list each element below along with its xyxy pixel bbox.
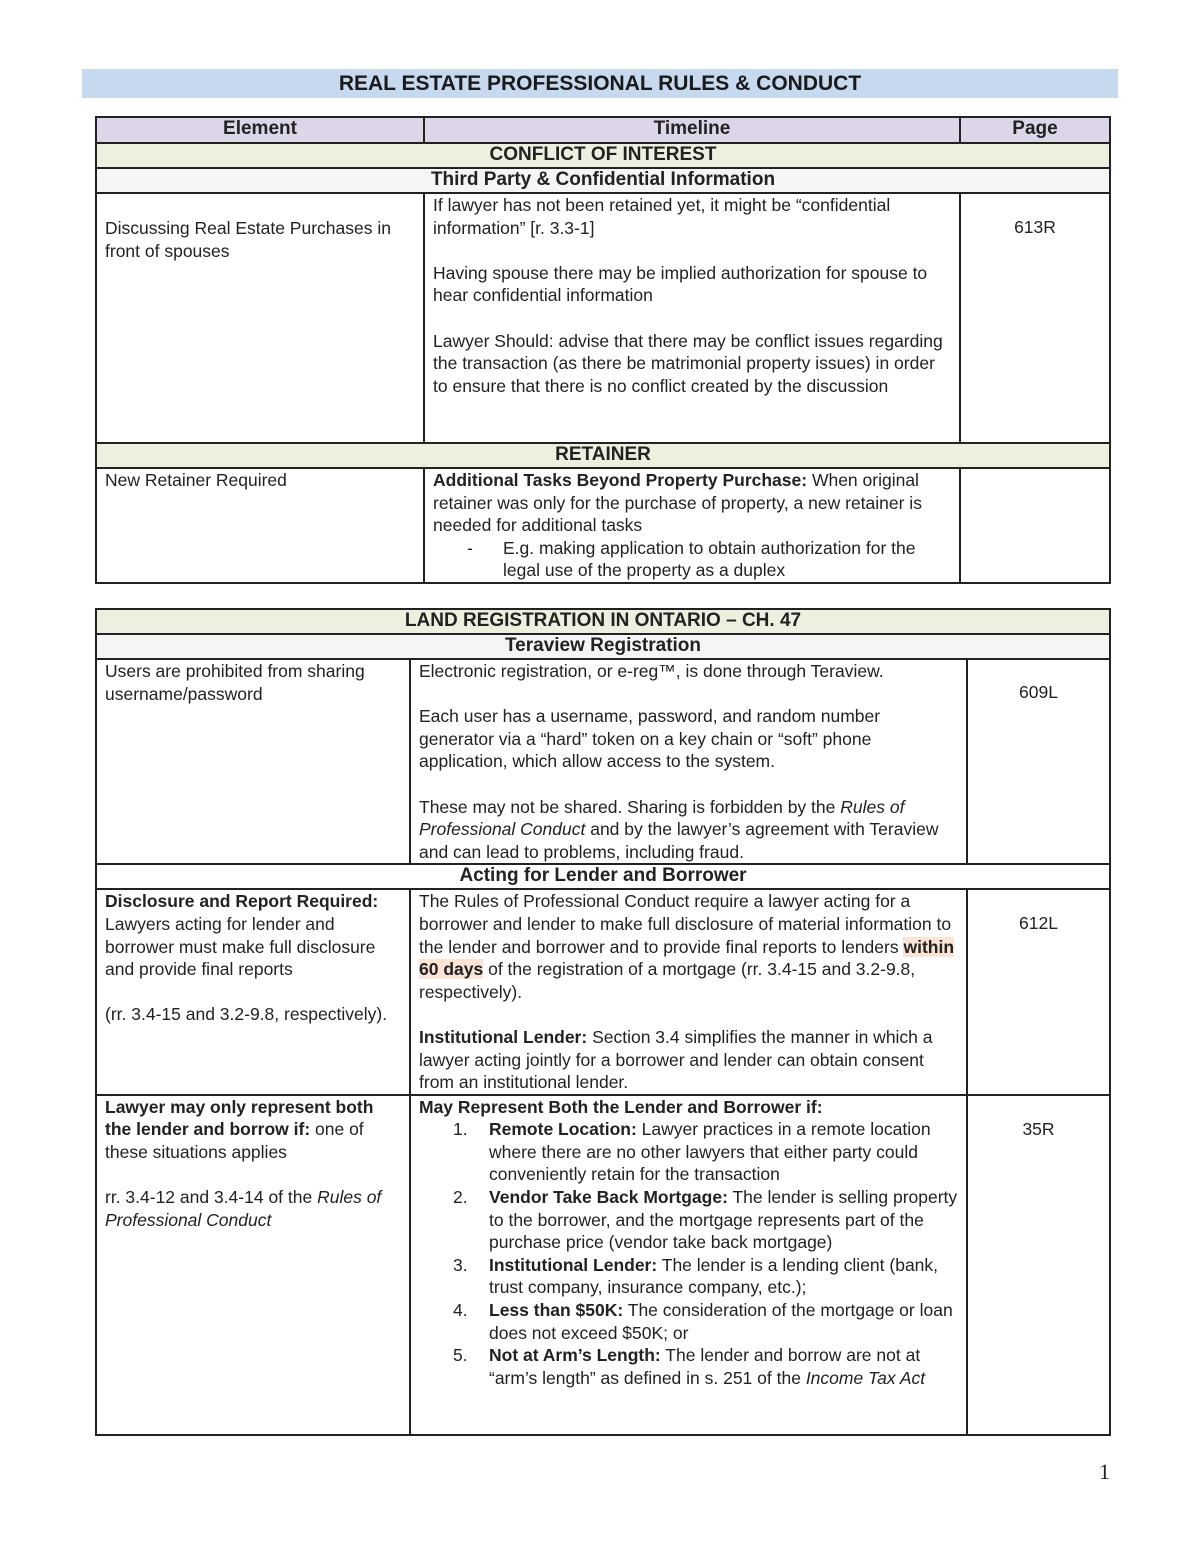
paragraph: Lawyer Should: advise that there may be conflict issues regarding the transaction (as there be matrimonial property issues) in order to ensure that there is no conflict created by the discussion: [433, 330, 943, 396]
subsection-row: [96, 634, 1110, 659]
subsection-row: [96, 168, 1110, 193]
italic-title: Rules of Professional Conduct: [105, 1187, 382, 1230]
page-reference: 613R: [960, 193, 1110, 443]
page-reference: 35R: [967, 1095, 1110, 1435]
header-element: Element: [96, 117, 424, 143]
land-registration-table: [95, 608, 1111, 1436]
bullet-list: [433, 537, 951, 582]
paragraph: [105, 890, 401, 980]
bold-label: Institutional Lender:: [419, 1026, 588, 1047]
subsection-teraview: Teraview Registration: [96, 634, 1110, 659]
table-header-row: [96, 117, 1110, 143]
table-row: [96, 1095, 1110, 1435]
paragraph-text: When original retainer was only for the purchase of property, a new retainer is needed for additional tasks: [433, 470, 922, 536]
list-item: [453, 1299, 958, 1344]
table-row: [96, 193, 1110, 443]
paragraph: [105, 1096, 401, 1164]
paragraph-text: The lender is a lending client (bank, trust company, insurance company, etc.);: [489, 1254, 939, 1298]
numbered-list: [419, 1118, 958, 1389]
subsection-lender-borrower: Acting for Lender and Borrower: [96, 864, 1110, 889]
bold-label: Vendor Take Back Mortgage:: [489, 1187, 728, 1208]
section-row: [96, 443, 1110, 468]
paragraph-text: These may not be shared. Sharing is forbidden by the: [419, 796, 841, 817]
timeline-cell: [410, 889, 967, 1094]
bold-label: Additional Tasks Beyond Property Purchase:: [433, 470, 808, 490]
italic-title: Income Tax Act: [805, 1367, 926, 1388]
italic-title: Rules of Professional Conduct: [419, 796, 905, 840]
section-row: [96, 143, 1110, 168]
bold-label: Not at Arm’s Length:: [489, 1345, 661, 1366]
header-timeline: Timeline: [424, 117, 960, 143]
paragraph-text: The lender and borrow are not at “arm’s length” as defined in s. 251 of the: [489, 1345, 921, 1388]
table-row: [96, 889, 1110, 1094]
paragraph: [419, 796, 958, 864]
paragraph: (rr. 3.4-15 and 3.2-9.8, respectively).: [105, 1004, 388, 1025]
element-cell: Discussing Real Estate Purchases in front of spouses: [96, 193, 424, 443]
page-number: 1: [1099, 1459, 1110, 1484]
list-number: 1.: [453, 1119, 468, 1140]
page-reference: [960, 468, 1110, 583]
list-number: 4.: [453, 1300, 468, 1321]
section-retainer: RETAINER: [96, 443, 1110, 468]
paragraph-text: The lender is selling property to the borrower, and the mortgage represents part of the purchase price (vendor take back mortgage): [489, 1187, 958, 1253]
document-title: REAL ESTATE PROFESSIONAL RULES & CONDUCT: [82, 69, 1118, 98]
section-conflict-of-interest: CONFLICT OF INTEREST: [96, 143, 1110, 168]
highlighted-deadline: within 60 days: [419, 936, 955, 980]
subsection-third-party: Third Party & Confidential Information: [96, 168, 1110, 193]
element-cell: [96, 1095, 410, 1435]
element-cell: New Retainer Required: [96, 468, 424, 583]
timeline-cell: [424, 468, 960, 583]
timeline-cell: [410, 659, 967, 864]
bold-label: Lawyer may only represent both the lender and borrow if:: [105, 1096, 374, 1140]
paragraph-text: Lawyer practices in a remote location where there are no other lawyers that either party could conveniently retain for the transaction: [489, 1119, 931, 1185]
paragraph-text: one of these situations applies: [105, 1119, 364, 1162]
paragraph-text: The Rules of Professional Conduct require a lawyer acting for a borrower and lender to make full disclosure of material information to the lender and borrower and to provide final reports to lenders: [419, 891, 952, 957]
paragraph: [433, 469, 951, 537]
paragraph: Each user has a username, password, and random number generator via a “hard” token on a key chain or “soft” phone application, which allow access to the system.: [419, 706, 881, 772]
paragraph-text: The consideration of the mortgage or loan does not exceed $50K; or: [489, 1300, 953, 1343]
table-row: [96, 468, 1110, 583]
bold-label: Disclosure and Report Required:: [105, 891, 379, 912]
paragraph-text: of the registration of a mortgage (rr. 3.4-15 and 3.2-9.8, respectively).: [419, 959, 916, 1002]
element-cell: [96, 889, 410, 1094]
section-land-registration: LAND REGISTRATION IN ONTARIO – CH. 47: [96, 609, 1110, 634]
timeline-cell: [424, 193, 960, 443]
page-reference: 612L: [967, 889, 1110, 1094]
paragraph-text: and by the lawyer’s agreement with Teraview and can lead to problems, including fraud.: [419, 819, 939, 862]
list-item: [453, 1344, 958, 1389]
element-cell: Users are prohibited from sharing username/password: [96, 659, 410, 864]
subsection-row: [96, 864, 1110, 889]
list-item: [453, 1118, 958, 1186]
page-reference: 609L: [967, 659, 1110, 864]
table-row: [96, 659, 1110, 864]
paragraph: Having spouse there may be implied authorization for spouse to hear confidential information: [433, 262, 928, 306]
paragraph: Electronic registration, or e-reg™, is done through Teraview.: [419, 661, 884, 681]
bold-label: Less than $50K:: [489, 1300, 624, 1321]
paragraph: [419, 1026, 958, 1094]
paragraph-text: Section 3.4 simplifies the manner in which a lawyer acting jointly for a borrower and lender can obtain consent from an institutional lender.: [419, 1026, 933, 1093]
list-item: [453, 1186, 958, 1254]
paragraph-text: rr. 3.4-12 and 3.4-14 of the: [105, 1187, 318, 1208]
paragraph: [105, 1186, 401, 1231]
list-number: 5.: [453, 1345, 468, 1366]
list-heading: [419, 1096, 958, 1119]
section-row: [96, 609, 1110, 634]
list-item: [453, 1254, 958, 1299]
paragraph-text: Lawyers acting for lender and borrower must make full disclosure and provide final reports: [105, 913, 376, 980]
paragraph: If lawyer has not been retained yet, it might be “confidential information” [r. 3.3-1]: [433, 195, 891, 238]
list-number: 3.: [453, 1254, 468, 1275]
paragraph: [419, 890, 958, 1003]
bold-label: Remote Location:: [489, 1119, 637, 1140]
list-number: 2.: [453, 1187, 468, 1208]
conflict-retainer-table: [95, 116, 1111, 584]
header-page: Page: [960, 117, 1110, 143]
timeline-cell: [410, 1095, 967, 1435]
bold-label: Institutional Lender:: [489, 1254, 658, 1275]
bold-label: May Represent Both the Lender and Borrower if:: [419, 1096, 823, 1117]
list-item: - E.g. making application to obtain authorization for the legal use of the property as a duplex: [503, 537, 951, 582]
